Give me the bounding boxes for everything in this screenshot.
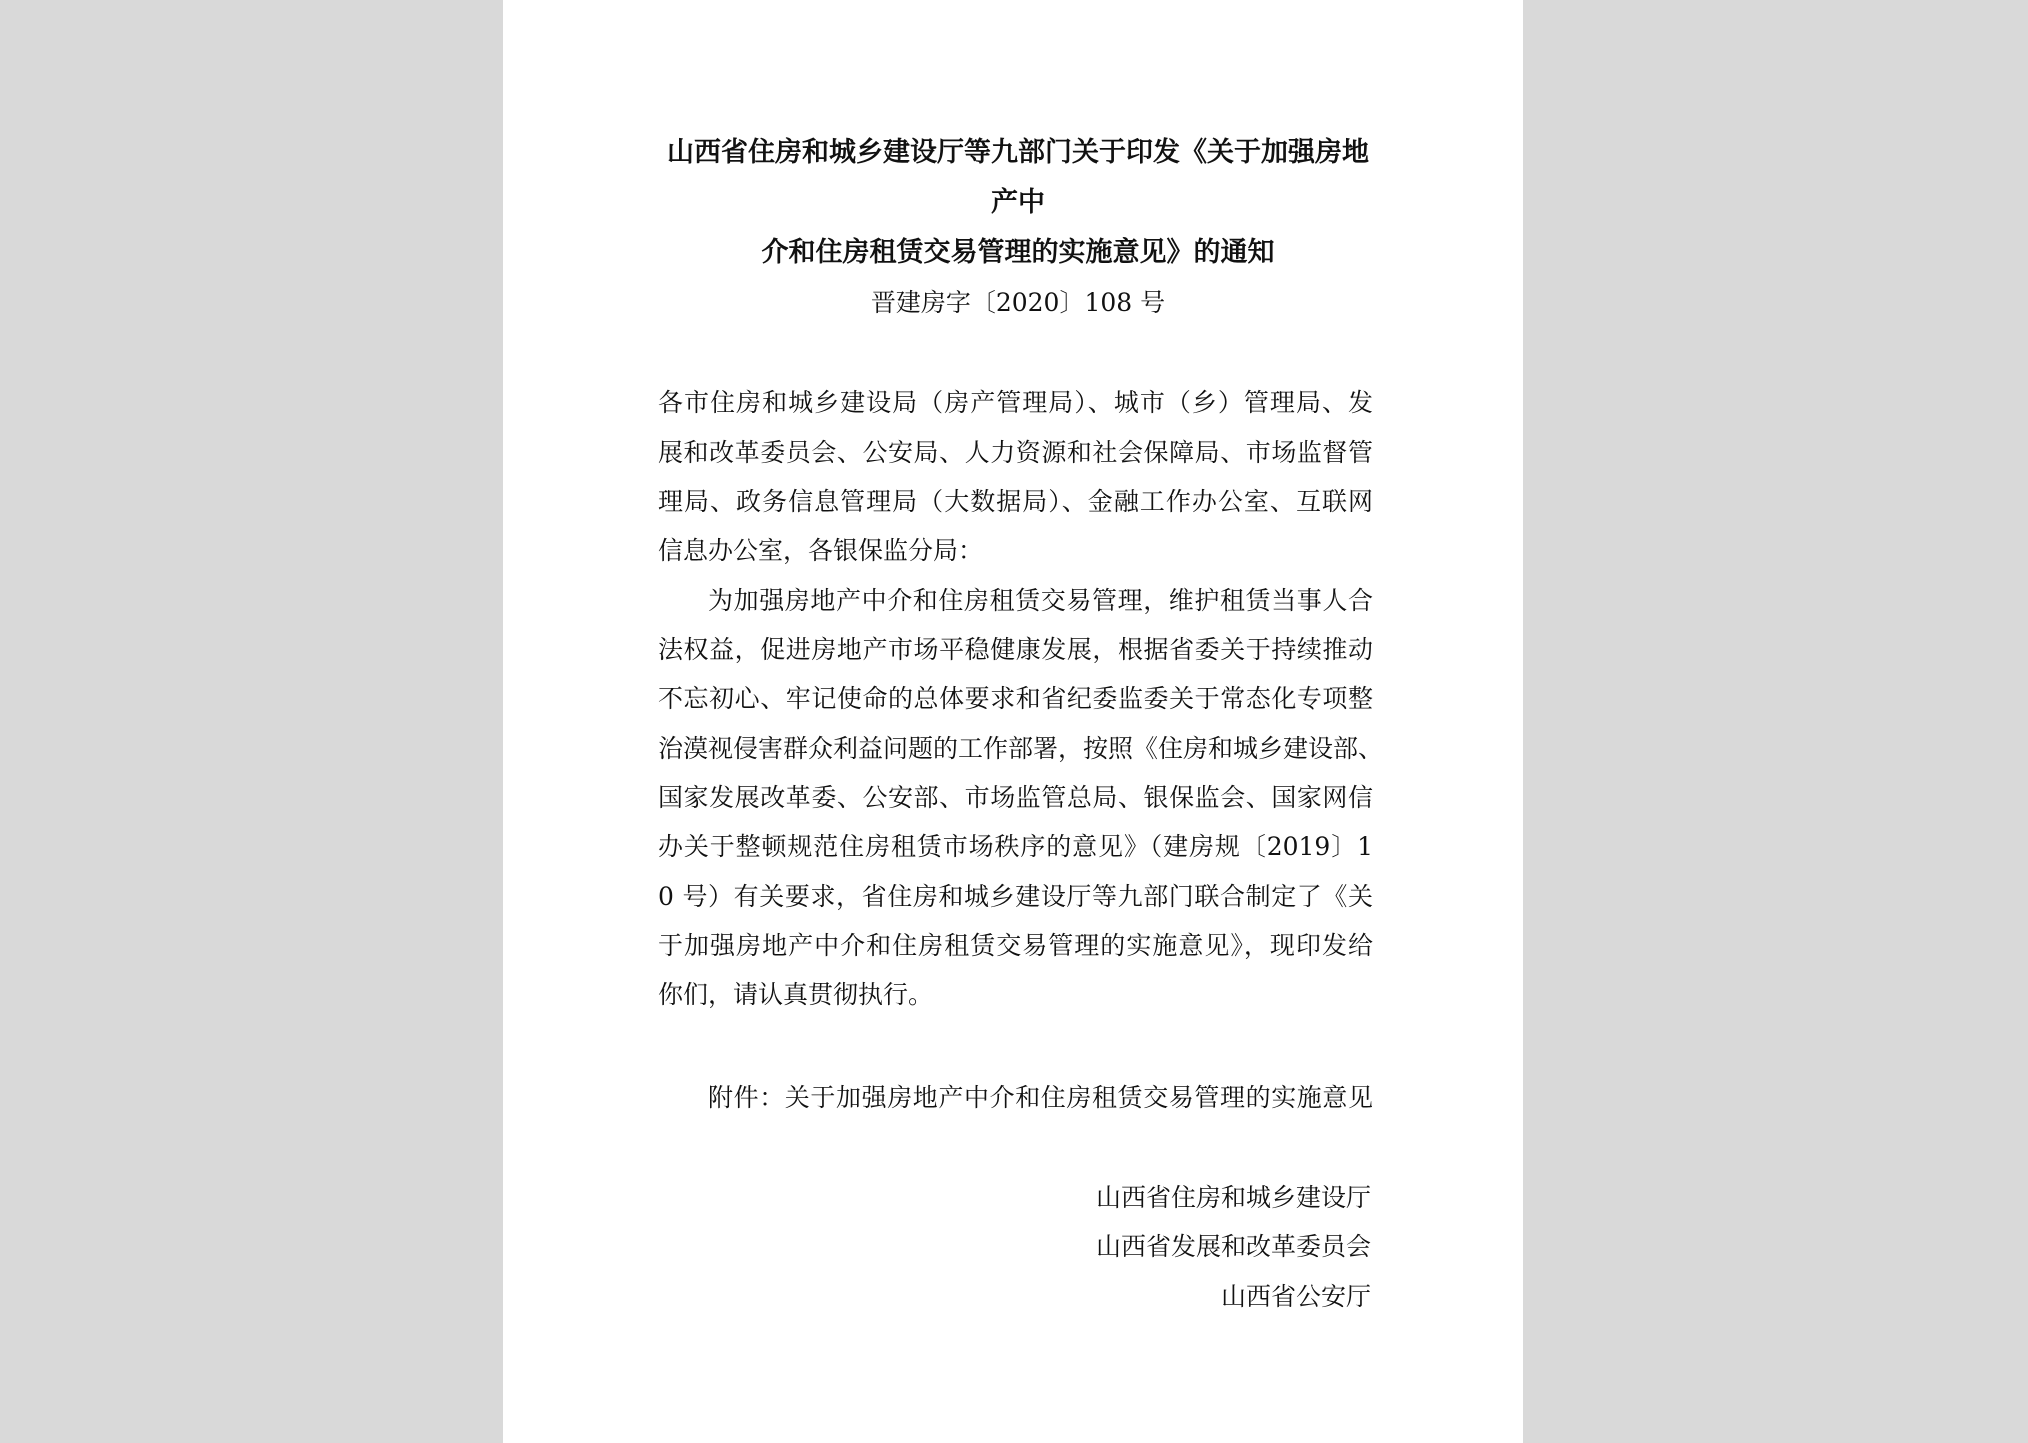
attachment-line: 附件：关于加强房地产中介和住房租赁交易管理的实施意见	[708, 1083, 1373, 1112]
title-line: 山西省住房和城乡建设厅等九部门关于印发《关于加强房地产中	[667, 137, 1369, 218]
body-line: 0 号）有关要求，省住房和城乡建设厅等九部门联合制定了《关	[658, 882, 1373, 911]
body-line: 不忘初心、牢记使命的总体要求和省纪委监委关于常态化专项整	[658, 684, 1373, 713]
body-line: 国家发展改革委、公安部、市场监管总局、银保监会、国家网信	[658, 783, 1373, 812]
signature-line: 山西省公安厅	[1220, 1282, 1371, 1311]
body-line: 为加强房地产中介和住房租赁交易管理，维护租赁当事人合	[708, 586, 1373, 615]
recipients-line: 展和改革委员会、公安局、人力资源和社会保障局、市场监督管	[658, 438, 1373, 467]
body-line: 法权益，促进房地产市场平稳健康发展，根据省委关于持续推动	[658, 635, 1373, 664]
document-page	[503, 0, 1523, 1443]
title-line: 介和住房租赁交易管理的实施意见》的通知	[761, 237, 1275, 268]
body-line: 治漠视侵害群众利益问题的工作部署，按照《住房和城乡建设部、	[658, 734, 1384, 763]
signature-line: 山西省发展和改革委员会	[1095, 1232, 1371, 1261]
recipients-line: 信息办公室，各银保监分局：	[658, 536, 984, 565]
body-line: 办关于整顿规范住房租赁市场秩序的意见》（建房规〔2019〕1	[658, 832, 1373, 861]
recipients-line: 各市住房和城乡建设局（房产管理局）、城市（乡）管理局、发	[658, 388, 1373, 417]
recipients-line: 理局、政务信息管理局（大数据局）、金融工作办公室、互联网	[658, 487, 1373, 516]
document-title	[658, 128, 1378, 278]
signature-line: 山西省住房和城乡建设厅	[1095, 1183, 1371, 1212]
body-line: 你们，请认真贯彻执行。	[658, 980, 934, 1009]
document-number: 晋建房字〔2020〕108 号	[870, 288, 1166, 317]
body-line: 于加强房地产中介和住房租赁交易管理的实施意见》，现印发给	[658, 931, 1373, 960]
